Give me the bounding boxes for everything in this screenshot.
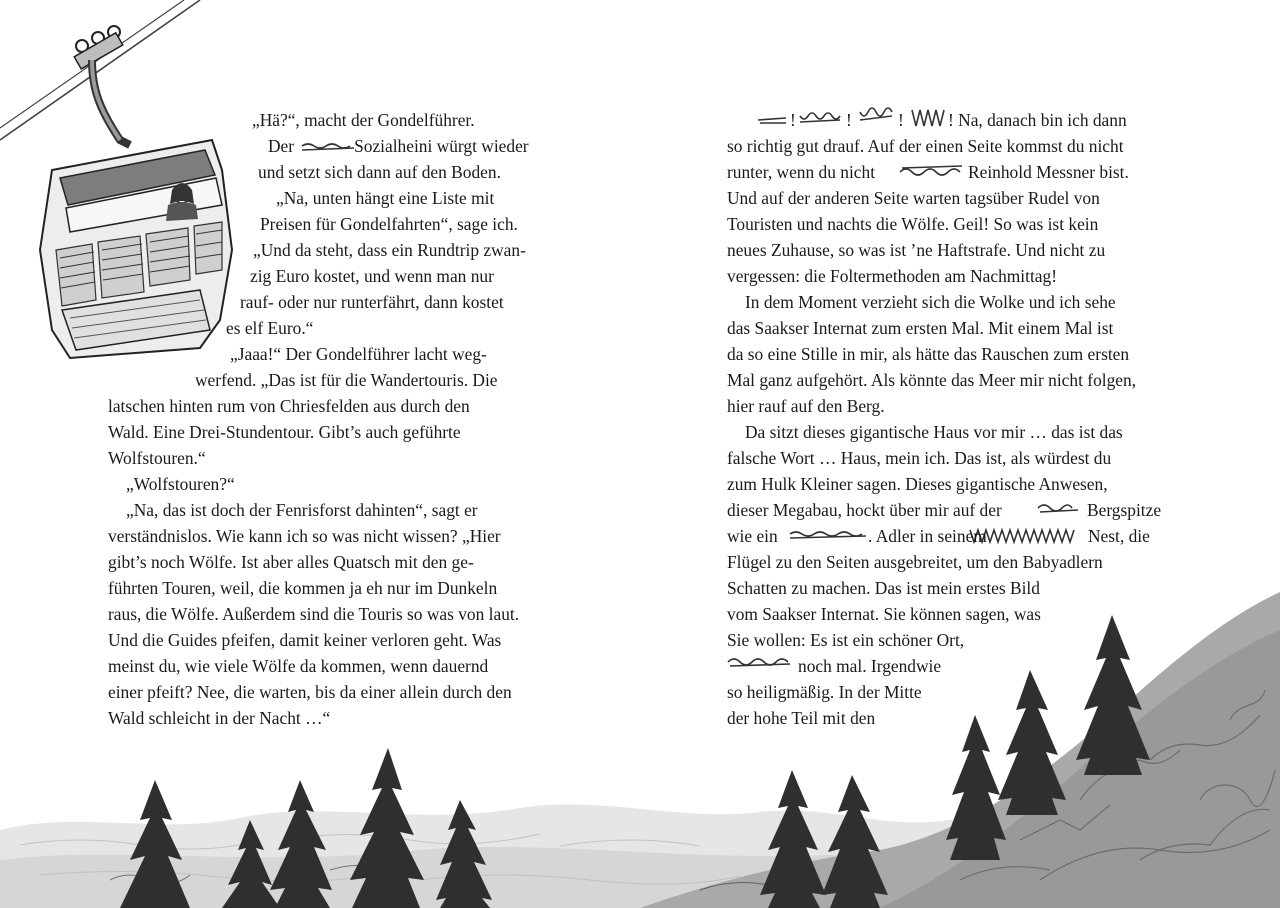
text-line: Touristen und nachts die Wölfe. Geil! So was ist kein bbox=[727, 214, 1099, 234]
text-line: rauf- oder nur runterfährt, dann kostet bbox=[240, 292, 504, 312]
text-line: „Und da steht, dass ein Rundtrip zwan- bbox=[253, 240, 526, 260]
text-line: „Na, unten hängt eine Liste mit bbox=[276, 188, 495, 208]
text-line: führten Touren, weil, die kommen ja eh nur im Dunkeln bbox=[108, 578, 498, 598]
text-line: und setzt sich dann auf den Boden. bbox=[258, 162, 501, 182]
text-line: zig Euro kostet, und wenn man nur bbox=[250, 266, 494, 286]
text-line: Sie wollen: Es ist ein schöner Ort, bbox=[727, 630, 965, 650]
text-line: Wolfstouren.“ bbox=[108, 448, 206, 468]
text-line: neues Zuhause, so was ist ’ne Haftstrafe. Und nicht zu bbox=[727, 240, 1106, 260]
text-line: „Wolfstouren?“ bbox=[126, 474, 235, 494]
text-line: wie ein bbox=[727, 526, 778, 546]
text-line: noch mal. Irgendwie bbox=[798, 656, 942, 676]
text-line: In dem Moment verzieht sich die Wolke und ich sehe bbox=[745, 292, 1116, 312]
text-line: einer pfeift? Nee, die warten, bis da einer allein durch den bbox=[108, 682, 512, 702]
text-line: werfend. „Das ist für die Wandertouris. Die bbox=[195, 370, 498, 390]
text-line: Mal ganz aufgehört. Als könnte das Meer mir nicht folgen, bbox=[727, 370, 1137, 390]
text-line: „Hä?“, macht der Gondelführer. bbox=[252, 110, 475, 130]
text-line: meinst du, wie viele Wölfe da kommen, wenn dauernd bbox=[108, 656, 489, 676]
text-line: Da sitzt dieses gigantische Haus vor mir … das ist das bbox=[745, 422, 1123, 442]
text-line: Wald schleicht in der Nacht …“ bbox=[108, 708, 331, 728]
text-line: Und die Guides pfeifen, damit keiner verloren geht. Was bbox=[108, 630, 502, 650]
text-line: Flügel zu den Seiten ausgebreitet, um den Babyadlern bbox=[727, 552, 1103, 572]
text-line: latschen hinten rum von Chriesfelden aus durch den bbox=[108, 396, 470, 416]
text-line: Preisen für Gondelfahrten“, sage ich. bbox=[260, 214, 518, 234]
text-line: Reinhold Messner bist. bbox=[968, 162, 1129, 182]
text-line: hier rauf auf den Berg. bbox=[727, 396, 885, 416]
text-line: . Adler in seinem bbox=[868, 526, 987, 546]
text-line: da so eine Stille in mir, als hätte das Rauschen zum ersten bbox=[727, 344, 1130, 364]
text-line: „Jaaa!“ Der Gondelführer lacht weg- bbox=[230, 344, 487, 364]
text-line: es elf Euro.“ bbox=[226, 318, 314, 338]
text-line: gibt’s noch Wölfe. Ist aber alles Quatsch mit den ge- bbox=[108, 552, 474, 572]
text-line: Wald. Eine Drei-Stundentour. Gibt’s auch geführte bbox=[108, 422, 461, 442]
text-line: „Na, das ist doch der Fenrisforst dahinten“, sagt er bbox=[126, 500, 478, 520]
text-fragment: Sozialheini würgt wieder bbox=[354, 136, 529, 156]
text-line: falsche Wort … Haus, mein ich. Das ist, als würdest du bbox=[727, 448, 1112, 468]
text-line: runter, wenn du nicht bbox=[727, 162, 876, 182]
gondola-illustration bbox=[0, 0, 232, 358]
text-line: der hohe Teil mit den bbox=[727, 708, 876, 728]
text-line: so richtig gut drauf. Auf der einen Seite kommst du nicht bbox=[727, 136, 1124, 156]
text-line: so heiligmäßig. In der Mitte bbox=[727, 682, 922, 702]
text-line: vom Saakser Internat. Sie können sagen, was bbox=[727, 604, 1041, 624]
text-line: vergessen: die Foltermethoden am Nachmittag! bbox=[727, 266, 1058, 286]
text-line: zum Hulk Kleiner sagen. Dieses gigantische Anwesen, bbox=[727, 474, 1108, 494]
text-line: raus, die Wölfe. Außerdem sind die Touris so was von laut. bbox=[108, 604, 520, 624]
text-line bbox=[268, 133, 529, 159]
text-line: Und auf der anderen Seite warten tagsüber Rudel von bbox=[727, 188, 1100, 208]
text-fragment: ! bbox=[898, 110, 904, 130]
text-line: dieser Megabau, hockt über mir auf der bbox=[727, 500, 1002, 520]
text-line: Bergspitze bbox=[1087, 500, 1162, 520]
text-line: ! Na, danach bin ich dann bbox=[948, 110, 1127, 130]
text-line: Nest, die bbox=[1088, 526, 1150, 546]
text-line: Schatten zu machen. Das ist mein erstes Bild bbox=[727, 578, 1040, 598]
text-fragment: ! bbox=[846, 110, 852, 130]
text-fragment: ! bbox=[790, 110, 796, 130]
text-line: verständnislos. Wie kann ich so was nicht wissen? „Hier bbox=[108, 526, 501, 546]
text-fragment: Der bbox=[268, 136, 295, 156]
text-line: das Saakser Internat zum ersten Mal. Mit einem Mal ist bbox=[727, 318, 1114, 338]
